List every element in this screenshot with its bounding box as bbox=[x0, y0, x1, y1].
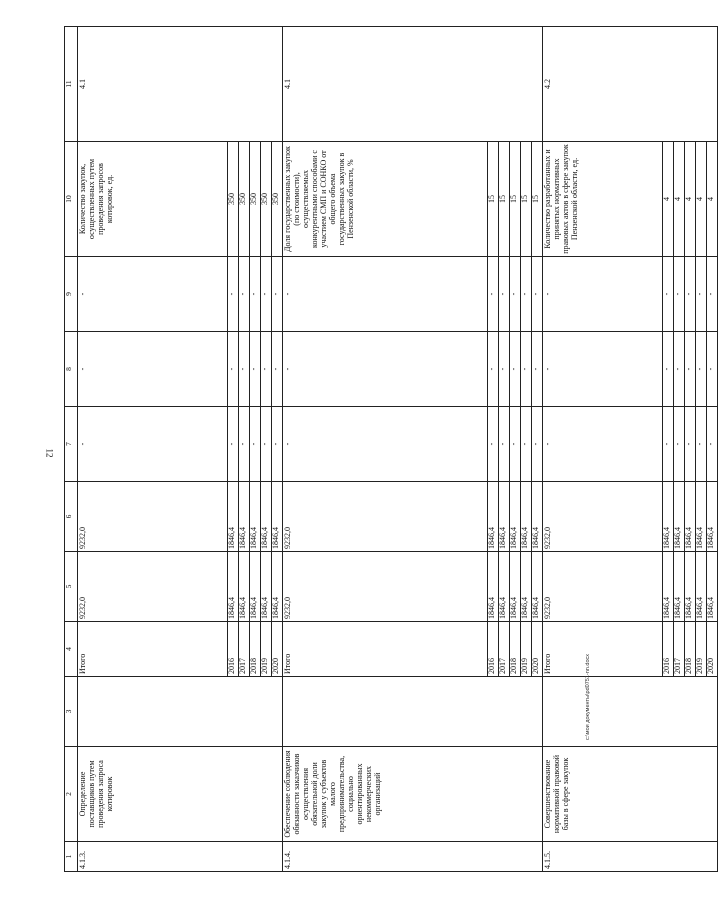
year-cell: 2020 bbox=[532, 622, 543, 677]
year-col5: 1846,4 bbox=[250, 552, 261, 622]
year-col8: - bbox=[685, 332, 696, 407]
column-3-value bbox=[543, 677, 718, 747]
year-col8: - bbox=[250, 332, 261, 407]
file-path-footer: c:\мои документы\pd0751-nn.docx bbox=[585, 654, 591, 740]
year-col6: 1846,4 bbox=[521, 482, 532, 552]
year-col7: - bbox=[707, 407, 718, 482]
total-label: Итого bbox=[543, 622, 663, 677]
goal-reference: 4.2 bbox=[543, 27, 718, 142]
year-col9: - bbox=[488, 257, 499, 332]
year-col7: - bbox=[272, 407, 283, 482]
year-col7: - bbox=[696, 407, 707, 482]
year-col9: - bbox=[674, 257, 685, 332]
table-row bbox=[543, 27, 663, 872]
year-cell: 2018 bbox=[250, 622, 261, 677]
column-number: 1 bbox=[65, 842, 78, 872]
year-col6: 1846,4 bbox=[696, 482, 707, 552]
year-col7: - bbox=[261, 407, 272, 482]
total-col6: 9232,0 bbox=[283, 482, 488, 552]
year-col7: - bbox=[674, 407, 685, 482]
column-number: 11 bbox=[65, 27, 78, 142]
year-col8: - bbox=[272, 332, 283, 407]
year-col7: - bbox=[239, 407, 250, 482]
indicator-value: 15 bbox=[521, 142, 532, 257]
column-number-row bbox=[65, 27, 78, 872]
column-number: 3 bbox=[65, 677, 78, 747]
year-col8: - bbox=[239, 332, 250, 407]
indicator-value: 4 bbox=[663, 142, 674, 257]
total-col7: - bbox=[543, 407, 663, 482]
year-cell: 2018 bbox=[685, 622, 696, 677]
year-col6: 1846,4 bbox=[261, 482, 272, 552]
year-col7: - bbox=[663, 407, 674, 482]
indicator-value: 350 bbox=[228, 142, 239, 257]
year-col5: 1846,4 bbox=[510, 552, 521, 622]
item-number: 4.1.4. bbox=[283, 842, 543, 872]
year-col8: - bbox=[499, 332, 510, 407]
year-col9: - bbox=[250, 257, 261, 332]
year-col5: 1846,4 bbox=[707, 552, 718, 622]
indicator-value: 15 bbox=[510, 142, 521, 257]
year-col8: - bbox=[521, 332, 532, 407]
column-number: 7 bbox=[65, 407, 78, 482]
year-col6: 1846,4 bbox=[272, 482, 283, 552]
column-number: 10 bbox=[65, 142, 78, 257]
year-col8: - bbox=[228, 332, 239, 407]
column-number: 5 bbox=[65, 552, 78, 622]
year-col9: - bbox=[707, 257, 718, 332]
year-cell: 2020 bbox=[272, 622, 283, 677]
year-col8: - bbox=[261, 332, 272, 407]
year-col5: 1846,4 bbox=[674, 552, 685, 622]
year-cell: 2018 bbox=[510, 622, 521, 677]
column-3-value bbox=[78, 677, 283, 747]
indicator-value: 350 bbox=[261, 142, 272, 257]
year-col7: - bbox=[532, 407, 543, 482]
column-number: 8 bbox=[65, 332, 78, 407]
total-col7: - bbox=[283, 407, 488, 482]
table-row bbox=[78, 27, 228, 872]
year-cell: 2016 bbox=[228, 622, 239, 677]
year-col6: 1846,4 bbox=[685, 482, 696, 552]
indicator-value: 15 bbox=[488, 142, 499, 257]
year-col6: 1846,4 bbox=[228, 482, 239, 552]
indicator-value: 15 bbox=[532, 142, 543, 257]
page-number: 12 bbox=[44, 448, 55, 458]
year-cell: 2017 bbox=[239, 622, 250, 677]
year-col7: - bbox=[250, 407, 261, 482]
year-cell: 2016 bbox=[488, 622, 499, 677]
year-col8: - bbox=[674, 332, 685, 407]
indicator-value: 350 bbox=[239, 142, 250, 257]
year-cell: 2016 bbox=[663, 622, 674, 677]
indicator-value: 15 bbox=[499, 142, 510, 257]
total-col6: 9232,0 bbox=[78, 482, 228, 552]
year-cell: 2017 bbox=[499, 622, 510, 677]
year-col9: - bbox=[521, 257, 532, 332]
year-col6: 1846,4 bbox=[707, 482, 718, 552]
column-number: 2 bbox=[65, 747, 78, 842]
year-col6: 1846,4 bbox=[674, 482, 685, 552]
year-col9: - bbox=[696, 257, 707, 332]
year-cell: 2019 bbox=[696, 622, 707, 677]
indicator-value: 4 bbox=[685, 142, 696, 257]
year-col5: 1846,4 bbox=[261, 552, 272, 622]
year-col9: - bbox=[663, 257, 674, 332]
total-col9: - bbox=[78, 257, 228, 332]
total-col8: - bbox=[543, 332, 663, 407]
year-col6: 1846,4 bbox=[510, 482, 521, 552]
year-col5: 1846,4 bbox=[272, 552, 283, 622]
year-col8: - bbox=[488, 332, 499, 407]
measure-name: Обеспечение соблюдения обязанности заказчиков осуществления обязательной доли закупок у субъектов малого предпринимательства, социально ориентированных некоммерческих организаций bbox=[283, 747, 543, 842]
total-col9: - bbox=[283, 257, 488, 332]
year-col6: 1846,4 bbox=[239, 482, 250, 552]
year-col7: - bbox=[499, 407, 510, 482]
year-col5: 1846,4 bbox=[228, 552, 239, 622]
year-col5: 1846,4 bbox=[663, 552, 674, 622]
total-col6: 9232,0 bbox=[543, 482, 663, 552]
total-label: Итого bbox=[283, 622, 488, 677]
year-col8: - bbox=[532, 332, 543, 407]
total-col5: 9232,0 bbox=[78, 552, 228, 622]
indicator-text: Количество закупок, осуществленных путем проведения запросов котировок, ед. bbox=[78, 142, 228, 257]
year-col7: - bbox=[521, 407, 532, 482]
item-number: 4.1.3. bbox=[78, 842, 283, 872]
year-col5: 1846,4 bbox=[521, 552, 532, 622]
program-table bbox=[64, 26, 718, 872]
indicator-value: 4 bbox=[674, 142, 685, 257]
year-col5: 1846,4 bbox=[499, 552, 510, 622]
column-number: 4 bbox=[65, 622, 78, 677]
year-col7: - bbox=[228, 407, 239, 482]
goal-reference: 4.1 bbox=[78, 27, 283, 142]
year-col7: - bbox=[510, 407, 521, 482]
year-col8: - bbox=[663, 332, 674, 407]
total-col8: - bbox=[283, 332, 488, 407]
indicator-value: 4 bbox=[707, 142, 718, 257]
year-col8: - bbox=[707, 332, 718, 407]
year-col6: 1846,4 bbox=[488, 482, 499, 552]
year-col9: - bbox=[510, 257, 521, 332]
year-col9: - bbox=[532, 257, 543, 332]
goal-reference: 4.1 bbox=[283, 27, 543, 142]
year-col9: - bbox=[499, 257, 510, 332]
year-col6: 1846,4 bbox=[250, 482, 261, 552]
measure-name: Совершенствование нормативной правовой базы в сфере закупок bbox=[543, 747, 718, 842]
indicator-value: 4 bbox=[696, 142, 707, 257]
year-col9: - bbox=[685, 257, 696, 332]
year-cell: 2020 bbox=[707, 622, 718, 677]
column-number: 9 bbox=[65, 257, 78, 332]
year-cell: 2019 bbox=[261, 622, 272, 677]
year-col7: - bbox=[488, 407, 499, 482]
year-col5: 1846,4 bbox=[532, 552, 543, 622]
year-col5: 1846,4 bbox=[685, 552, 696, 622]
year-col5: 1846,4 bbox=[488, 552, 499, 622]
year-col8: - bbox=[696, 332, 707, 407]
indicator-value: 350 bbox=[272, 142, 283, 257]
indicator-value: 350 bbox=[250, 142, 261, 257]
year-col6: 1846,4 bbox=[663, 482, 674, 552]
year-col9: - bbox=[272, 257, 283, 332]
year-col8: - bbox=[510, 332, 521, 407]
item-number: 4.1.5. bbox=[543, 842, 718, 872]
total-col5: 9232,0 bbox=[283, 552, 488, 622]
year-col9: - bbox=[239, 257, 250, 332]
year-col6: 1846,4 bbox=[499, 482, 510, 552]
indicator-text: Доля государственных закупок (по стоимости), осуществляемых конкурентными способами с участием СМП и СОНКО от общего объема государственных закупок в Пензенской области, % bbox=[283, 142, 488, 257]
year-col5: 1846,4 bbox=[239, 552, 250, 622]
total-label: Итого bbox=[78, 622, 228, 677]
measure-name: Определение поставщиков путем проведения запроса котировок bbox=[78, 747, 283, 842]
column-3-value bbox=[283, 677, 543, 747]
year-col5: 1846,4 bbox=[696, 552, 707, 622]
total-col8: - bbox=[78, 332, 228, 407]
year-cell: 2017 bbox=[674, 622, 685, 677]
year-col6: 1846,4 bbox=[532, 482, 543, 552]
year-cell: 2019 bbox=[521, 622, 532, 677]
column-number: 6 bbox=[65, 482, 78, 552]
total-col5: 9232,0 bbox=[543, 552, 663, 622]
total-col7: - bbox=[78, 407, 228, 482]
year-col9: - bbox=[261, 257, 272, 332]
indicator-text: Количество разработанных и принятых нормативных правовых актов в сфере закупок Пензенской области, ед. bbox=[543, 142, 663, 257]
table-row bbox=[283, 27, 488, 872]
total-col9: - bbox=[543, 257, 663, 332]
year-col7: - bbox=[685, 407, 696, 482]
year-col9: - bbox=[228, 257, 239, 332]
